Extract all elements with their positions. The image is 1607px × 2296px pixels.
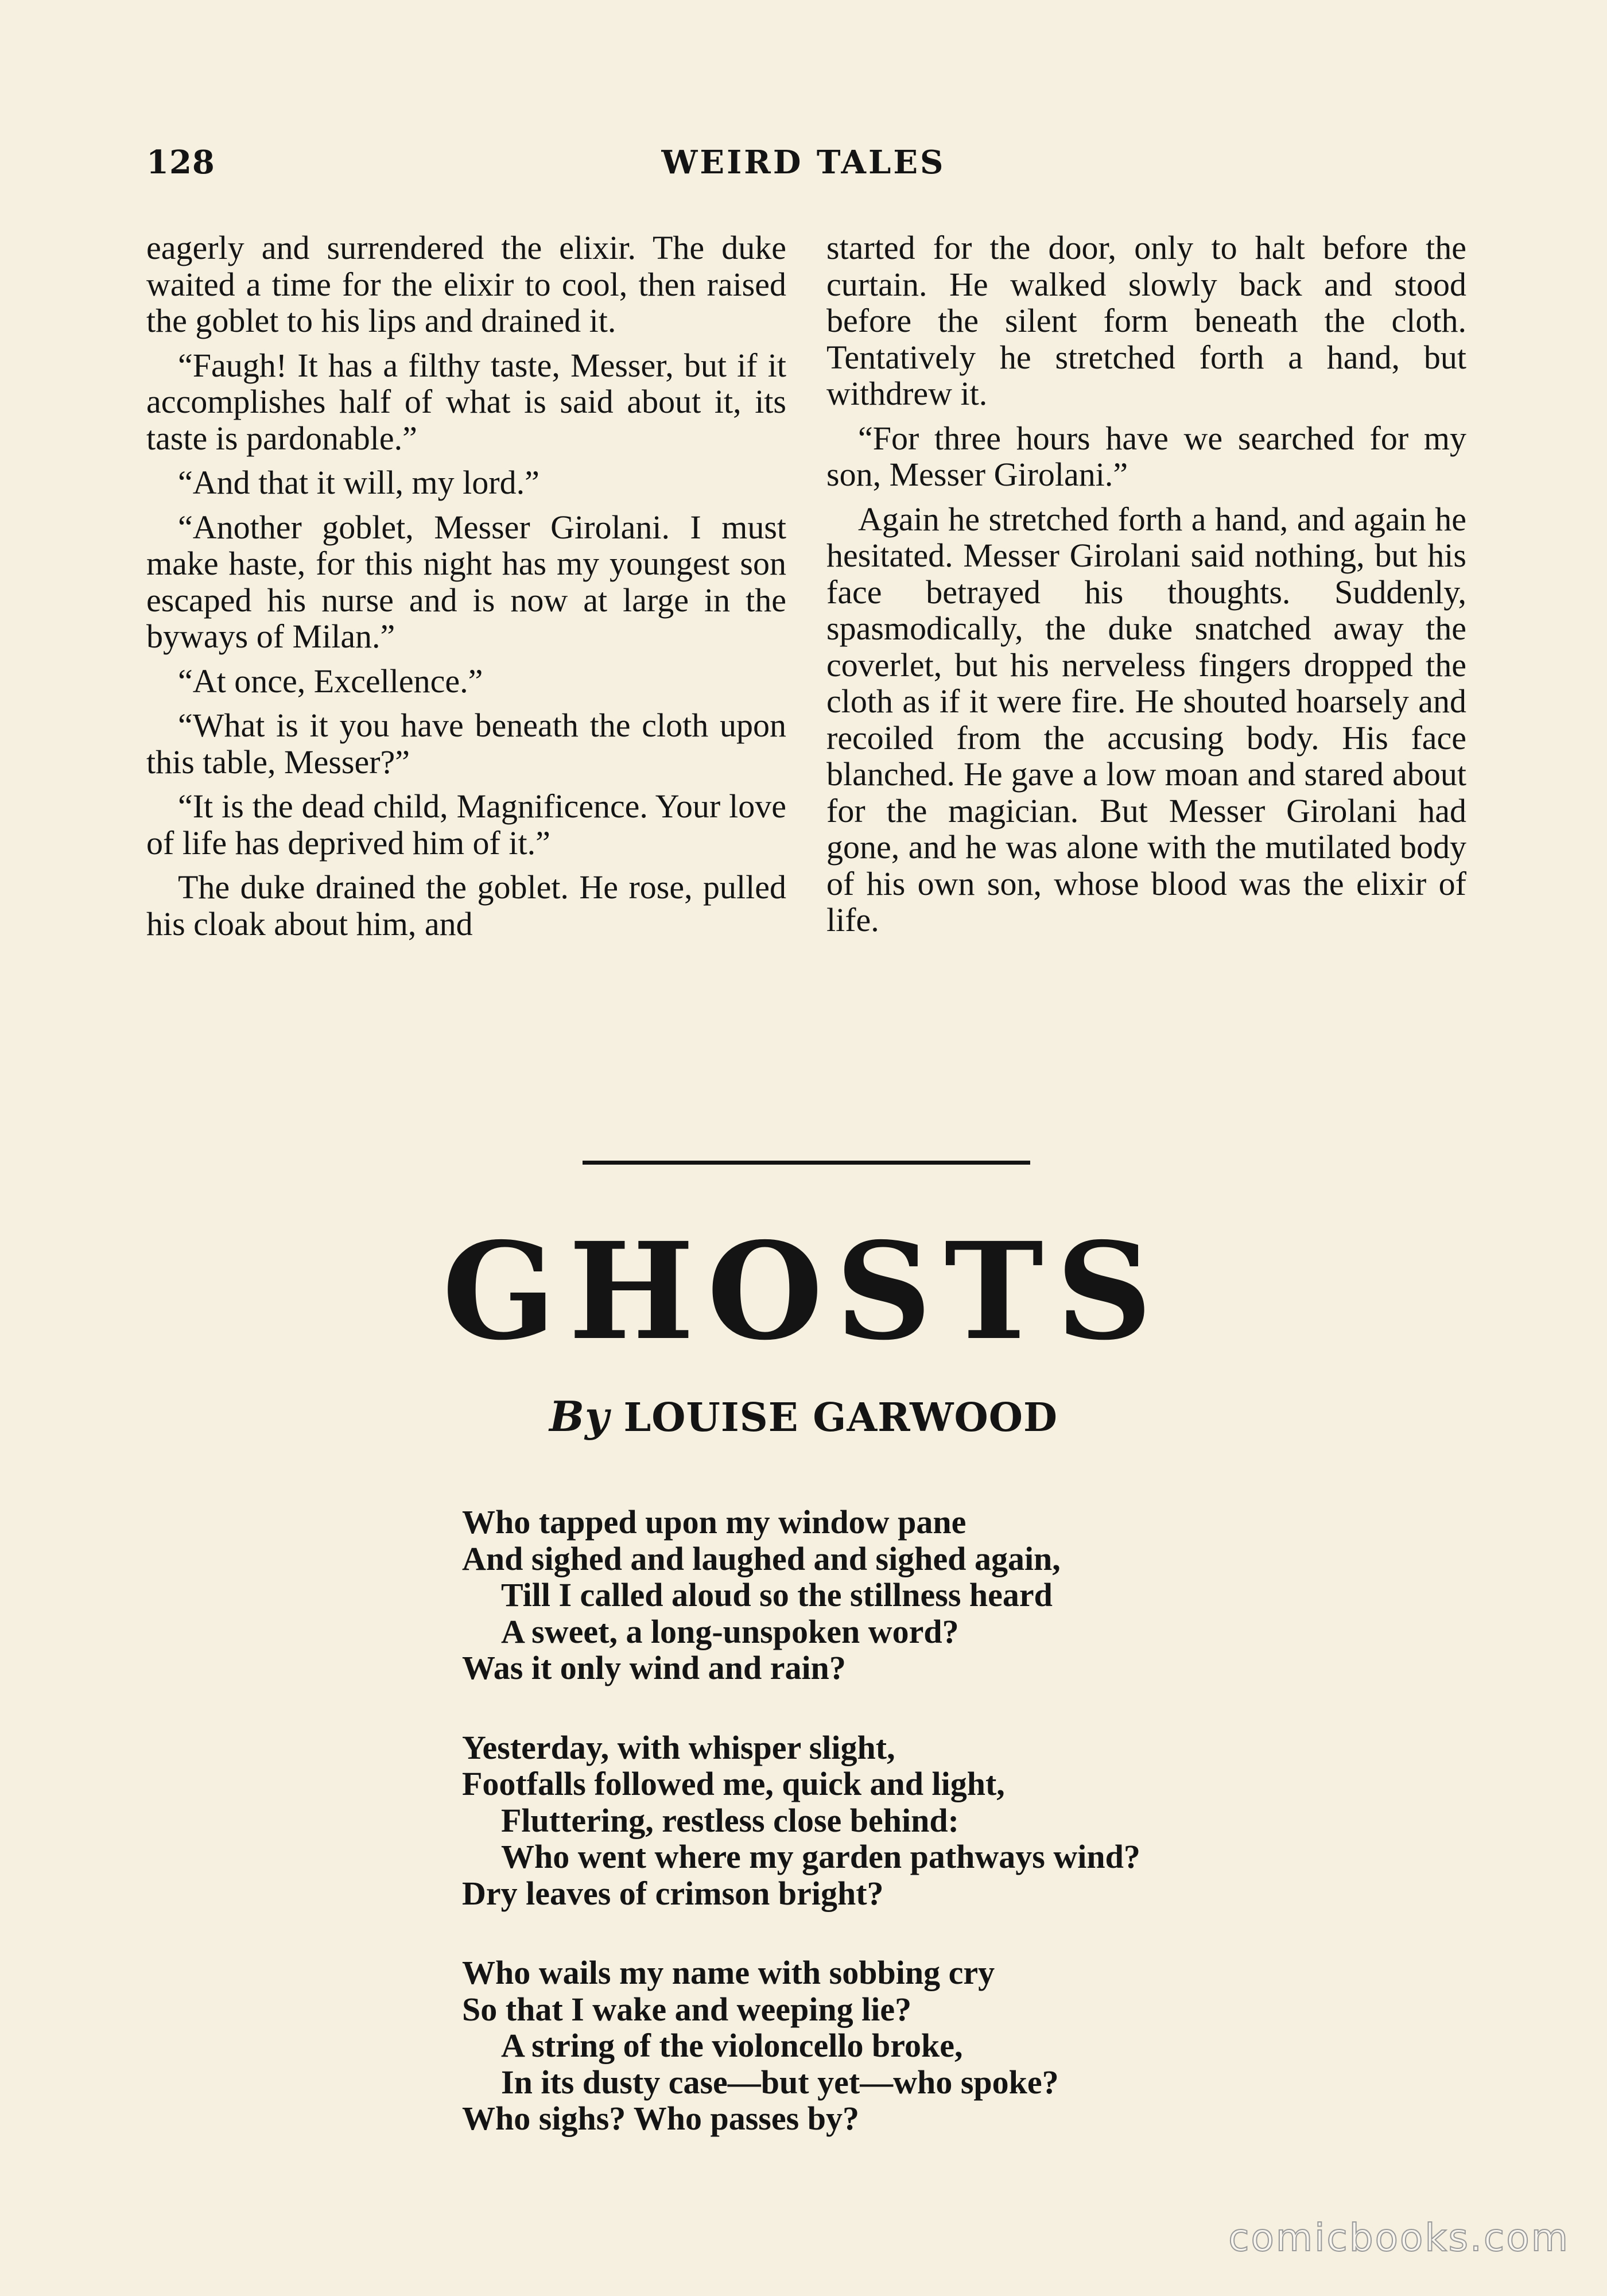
poem-line: Who tapped upon my window pane: [462, 1503, 966, 1541]
author-name: LOUISE GARWOOD: [623, 1395, 1058, 1441]
poem-line: Dry leaves of crimson bright?: [462, 1874, 884, 1912]
left-column-paragraph: “And that it will, my lord.”: [178, 464, 539, 501]
poem-line: A sweet, a long-unspoken word?: [501, 1612, 959, 1650]
poem-line: Fluttering, restless close behind:: [501, 1801, 959, 1839]
left-column-paragraph: “Faugh! It has a filthy taste, Messer, but if it accomplishes half of what is said about it, its taste is pardonable.”: [146, 346, 786, 457]
poem-line: Who wails my name with sobbing cry: [462, 1954, 995, 1991]
running-head: [146, 144, 1461, 184]
poem-line: A string of the violoncello broke,: [501, 2027, 963, 2064]
byline: [0, 1392, 1607, 1441]
poem-line: Who went where my garden pathways wind?: [501, 1838, 1140, 1875]
poem: [462, 1504, 1380, 2180]
story-title: GHOSTS: [442, 1213, 1165, 1370]
left-column-paragraph: “At once, Excellence.”: [178, 662, 483, 700]
poem-line: Was it only wind and rain?: [462, 1649, 846, 1686]
magazine-title: WEIRD TALES: [661, 144, 946, 181]
poem-line: Footfalls followed me, quick and light,: [462, 1765, 1005, 1802]
left-column-paragraph: “What is it you have beneath the cloth upon this table, Messer?”: [146, 707, 786, 781]
left-column-paragraph: eagerly and surrendered the elixir. The duke waited a time for the elixir to cool, then raised the goblet to his lips and drained it.: [146, 229, 786, 339]
byline-prefix: By: [549, 1392, 610, 1441]
page-number: 128: [146, 144, 215, 181]
poem-line: So that I wake and weeping lie?: [462, 1990, 912, 2028]
story-column-left: [146, 230, 786, 950]
left-column-paragraph: “Another goblet, Messer Girolani. I must make haste, for this night has my youngest son escaped his nurse and is now at large in the byways of Milan.”: [146, 508, 786, 655]
poem-stanza: [462, 1504, 1380, 1686]
section-divider: [583, 1161, 1030, 1165]
watermark-logo: comicbooks.com: [1228, 2216, 1570, 2260]
poem-line: In its dusty case—but yet—who spoke?: [501, 2063, 1059, 2101]
poem-line: Till I called aloud so the stillness heard: [501, 1576, 1053, 1614]
poem-stanza: [462, 1729, 1380, 1912]
right-column-paragraph: Again he stretched forth a hand, and again he hesitated. Messer Girolani said nothing, but his face betrayed his thoughts. Suddenly, spasmodically, the duke snatched away the coverlet, but his nerveless fingers dropped the cloth as if it were fire. He shouted hoarsely and recoiled from the accusing body. His face blanched. He gave a low moan and stared about for the magician. But Messer Girolani had gone, and he was alone with the mutilated body of his own son, whose blood was the elixir of life.: [826, 500, 1466, 938]
left-column-paragraph: “It is the dead child, Magnificence. Your love of life has deprived him of it.”: [146, 788, 786, 862]
poem-line: Who sighs? Who passes by?: [462, 2100, 859, 2137]
poem-line: Yesterday, with whisper slight,: [462, 1728, 895, 1766]
poem-stanza: [462, 1954, 1380, 2137]
right-column-paragraph: started for the door, only to halt before the curtain. He walked slowly back and stood before the silent form beneath the cloth. Tentatively he stretched forth a hand, but withdrew it.: [826, 229, 1466, 412]
story-column-right: [826, 230, 1466, 947]
left-column-paragraph: The duke drained the goblet. He rose, pulled his cloak about him, and: [146, 868, 786, 943]
poem-line: And sighed and laughed and sighed again,: [462, 1539, 1061, 1577]
right-column-paragraph: “For three hours have we searched for my son, Messer Girolani.”: [826, 419, 1466, 493]
